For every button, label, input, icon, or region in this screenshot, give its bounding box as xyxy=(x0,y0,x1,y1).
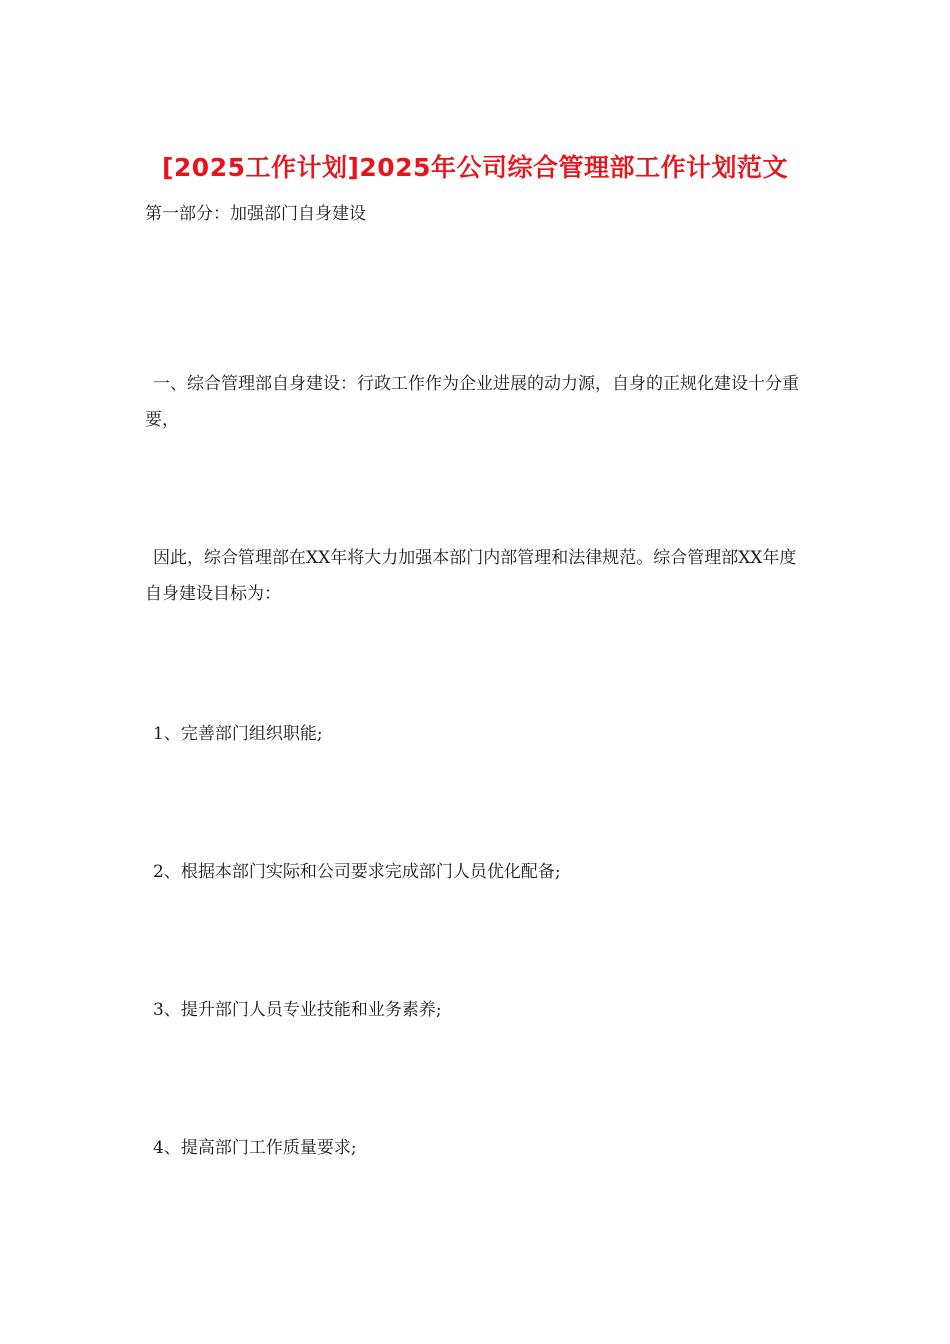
list-item-3: 3、提升部门人员专业技能和业务素养; xyxy=(153,1000,442,1020)
paragraph-1: 一、综合管理部自身建设：行政工作作为企业进展的动力源，自身的正规化建设十分重要， xyxy=(145,374,799,430)
list-item-2: 2、根据本部门实际和公司要求完成部门人员优化配备; xyxy=(153,862,561,882)
list-item-1: 1、完善部门组织职能; xyxy=(153,724,323,744)
paragraph-2: 因此，综合管理部在XX年将大力加强本部门内部管理和法律规范。综合管理部XX年度自身建设目标为： xyxy=(145,548,797,604)
section-heading: 第一部分：加强部门自身建设 xyxy=(145,204,366,224)
document-title: [2025工作计划]2025年公司综合管理部工作计划范文 xyxy=(161,153,788,182)
list-item-4: 4、提高部门工作质量要求; xyxy=(153,1138,357,1158)
